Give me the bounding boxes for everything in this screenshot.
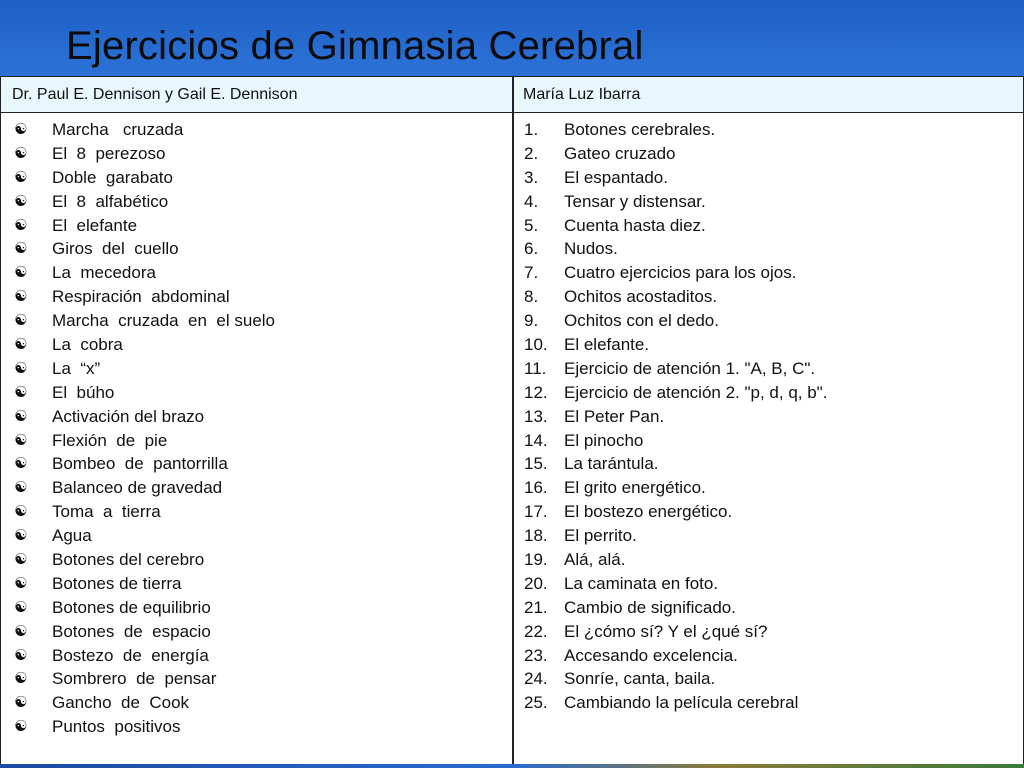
list-item-label: Cambiando la película cerebral bbox=[564, 693, 799, 713]
list-item-label: El grito energético. bbox=[564, 478, 706, 498]
header-dennison: Dr. Paul E. Dennison y Gail E. Dennison bbox=[12, 86, 298, 103]
list-item-label: El espantado. bbox=[564, 167, 668, 187]
list-item-label: Activación del brazo bbox=[52, 406, 205, 426]
yin-yang-icon: ☯ bbox=[14, 263, 28, 282]
list-item-label: Flexión de pie bbox=[52, 430, 168, 450]
yin-yang-icon: ☯ bbox=[14, 454, 28, 473]
yin-yang-icon: ☯ bbox=[14, 717, 28, 736]
yin-yang-icon: ☯ bbox=[14, 287, 28, 306]
list-item-number: 10. bbox=[524, 335, 548, 355]
list-item-number: 14. bbox=[524, 430, 548, 450]
list-item-label: Agua bbox=[52, 526, 92, 546]
list-item-label: El elefante. bbox=[564, 335, 650, 355]
list-item-number: 24. bbox=[524, 669, 548, 689]
bottom-decorative-strip bbox=[0, 764, 1024, 768]
yin-yang-icon: ☯ bbox=[14, 502, 28, 521]
yin-yang-icon: ☯ bbox=[14, 550, 28, 569]
yin-yang-icon: ☯ bbox=[14, 645, 28, 664]
list-item-number: 1. bbox=[524, 120, 539, 139]
list-item-label: Botones del cerebro bbox=[52, 550, 205, 570]
list-item-label: La tarántula. bbox=[564, 454, 659, 474]
list-item-number: 12. bbox=[524, 382, 548, 402]
yin-yang-icon: ☯ bbox=[14, 478, 28, 497]
list-item-number: 13. bbox=[524, 406, 548, 426]
list-item-label: El pinocho bbox=[564, 430, 644, 450]
exercise-table bbox=[0, 76, 1024, 766]
list-item-label: Doble garabato bbox=[52, 167, 173, 187]
list-item-number: 7. bbox=[524, 263, 539, 283]
list-item-label: Sombrero de pensar bbox=[52, 669, 217, 689]
list-item-label: Marcha cruzada en el suelo bbox=[52, 311, 276, 331]
list-item-label: Botones de equilibrio bbox=[52, 597, 211, 617]
yin-yang-icon: ☯ bbox=[14, 573, 28, 592]
yin-yang-icon: ☯ bbox=[14, 526, 28, 545]
list-item-label: Accesando excelencia. bbox=[564, 645, 738, 665]
yin-yang-icon: ☯ bbox=[14, 358, 28, 377]
list-item-number: 8. bbox=[524, 287, 539, 307]
slide-title: Ejercicios de Gimnasia Cerebral bbox=[66, 24, 644, 68]
list-item-label: Ochitos acostaditos. bbox=[564, 287, 718, 307]
list-item-label: El bostezo energético. bbox=[564, 502, 733, 522]
yin-yang-icon: ☯ bbox=[14, 239, 28, 258]
list-item-label: Cuenta hasta diez. bbox=[564, 215, 706, 235]
list-item-label: Puntos positivos bbox=[52, 717, 181, 737]
list-item-label: El elefante bbox=[52, 215, 138, 235]
yin-yang-icon: ☯ bbox=[14, 406, 28, 425]
list-item-label: Balanceo de gravedad bbox=[52, 478, 223, 498]
list-item-number: 4. bbox=[524, 191, 539, 211]
list-item-label: La cobra bbox=[52, 335, 123, 355]
header-ibarra: María Luz Ibarra bbox=[523, 86, 641, 103]
list-item-number: 22. bbox=[524, 621, 548, 641]
list-item-label: Nudos. bbox=[564, 239, 618, 259]
yin-yang-icon: ☯ bbox=[14, 382, 28, 401]
yin-yang-icon: ☯ bbox=[14, 430, 28, 449]
list-item-label: El 8 perezoso bbox=[52, 143, 166, 163]
list-item-label: La mecedora bbox=[52, 263, 156, 283]
list-item-label: Gancho de Cook bbox=[52, 693, 190, 713]
list-item-label: Bombeo de pantorrilla bbox=[52, 454, 228, 474]
list-item-label: Ochitos con el dedo. bbox=[564, 311, 719, 331]
list-item-label: El perrito. bbox=[564, 526, 637, 546]
list-item-label: Toma a tierra bbox=[52, 502, 161, 522]
list-item-label: Botones cerebrales. bbox=[564, 120, 716, 139]
yin-yang-icon: ☯ bbox=[14, 597, 28, 616]
list-item-number: 17. bbox=[524, 502, 548, 522]
yin-yang-icon: ☯ bbox=[14, 120, 28, 138]
list-item-number: 23. bbox=[524, 645, 548, 665]
list-item-number: 5. bbox=[524, 215, 539, 235]
list-item-number: 25. bbox=[524, 693, 548, 713]
list-item-label: La “x” bbox=[52, 358, 101, 378]
list-item-label: Marcha cruzada bbox=[52, 120, 184, 139]
yin-yang-icon: ☯ bbox=[14, 693, 28, 712]
yin-yang-icon: ☯ bbox=[14, 167, 28, 186]
list-item-label: Alá, alá. bbox=[564, 550, 626, 570]
list-item-label: El 8 alfabético bbox=[52, 191, 169, 211]
yin-yang-icon: ☯ bbox=[14, 215, 28, 234]
list-item-number: 2. bbox=[524, 143, 539, 163]
yin-yang-icon: ☯ bbox=[14, 191, 28, 210]
list-item-label: La caminata en foto. bbox=[564, 573, 719, 593]
list-item-label: Bostezo de energía bbox=[52, 645, 209, 665]
column-divider bbox=[512, 77, 514, 765]
list-item-number: 19. bbox=[524, 550, 548, 570]
list-item-label: Ejercicio de atención 1. "A, B, C". bbox=[564, 358, 816, 378]
list-item-number: 21. bbox=[524, 597, 548, 617]
list-item-number: 16. bbox=[524, 478, 548, 498]
yin-yang-icon: ☯ bbox=[14, 669, 28, 688]
list-item-number: 6. bbox=[524, 239, 539, 259]
list-item-number: 3. bbox=[524, 167, 539, 187]
list-item-label: Botones de espacio bbox=[52, 621, 211, 641]
list-item-label: Respiración abdominal bbox=[52, 287, 230, 307]
list-item-label: El Peter Pan. bbox=[564, 406, 665, 426]
yin-yang-icon: ☯ bbox=[14, 621, 28, 640]
list-item-number: 15. bbox=[524, 454, 548, 474]
list-item-label: Ejercicio de atención 2. "p, d, q, b". bbox=[564, 382, 828, 402]
list-item-label: Cambio de significado. bbox=[564, 597, 736, 617]
yin-yang-icon: ☯ bbox=[14, 335, 28, 354]
list-item-label: El ¿cómo sí? Y el ¿qué sí? bbox=[564, 621, 768, 641]
list-item-number: 20. bbox=[524, 573, 548, 593]
list-item-label: Botones de tierra bbox=[52, 573, 182, 593]
list-item-number: 18. bbox=[524, 526, 548, 546]
list-item-number: 11. bbox=[524, 358, 547, 378]
yin-yang-icon: ☯ bbox=[14, 311, 28, 330]
yin-yang-icon: ☯ bbox=[14, 143, 28, 162]
list-item-label: Cuatro ejercicios para los ojos. bbox=[564, 263, 797, 283]
list-item-label: Tensar y distensar. bbox=[564, 191, 706, 211]
list-item-label: Sonríe, canta, baila. bbox=[564, 669, 716, 689]
list-item-number: 9. bbox=[524, 311, 539, 331]
list-item-label: Gateo cruzado bbox=[564, 143, 676, 163]
list-item-label: El búho bbox=[52, 382, 115, 402]
list-item-label: Giros del cuello bbox=[52, 239, 179, 259]
